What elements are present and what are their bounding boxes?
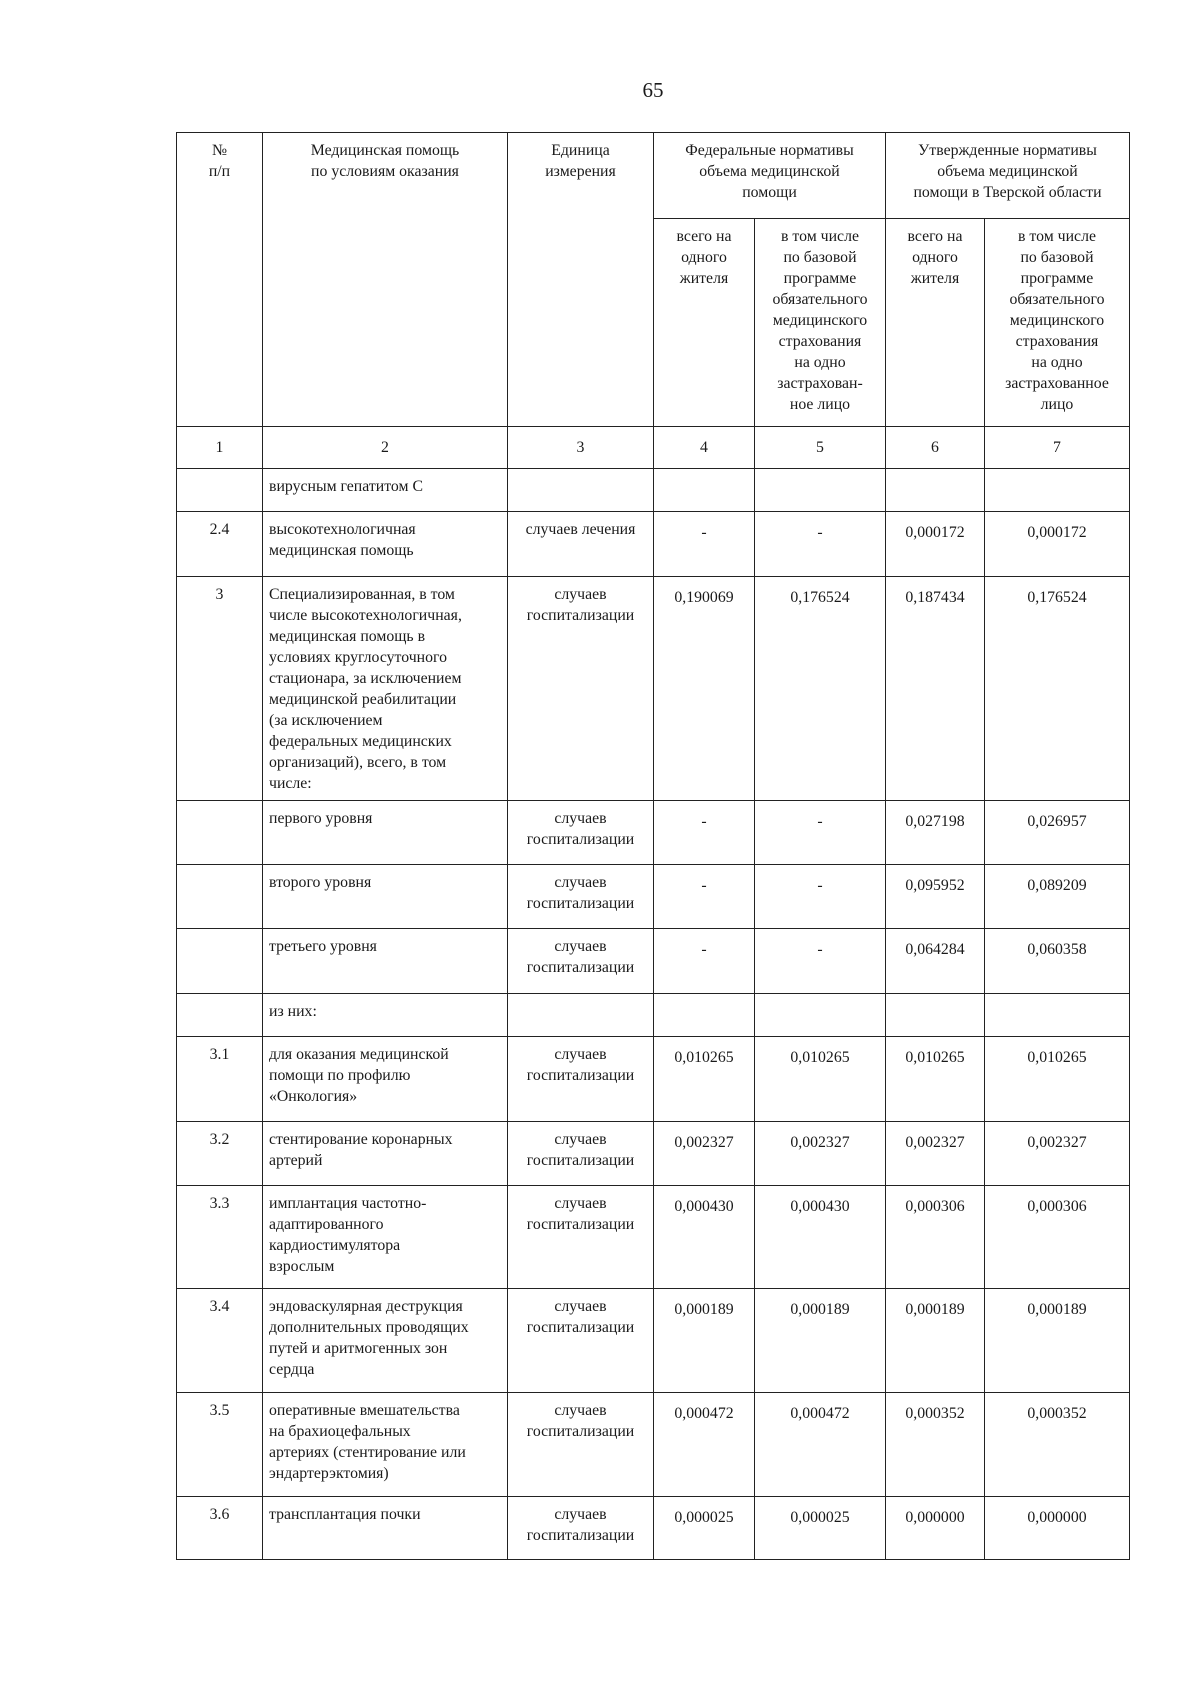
row-number: 3.2 xyxy=(177,1121,263,1185)
header-approved-total: всего на одного жителя xyxy=(886,219,985,427)
header-approved-oms: в том числе по базовой программе обязательного медицинского страхования на одно застрахованное лицо xyxy=(985,219,1130,427)
row-federal-oms: - xyxy=(755,512,886,576)
row-federal-oms: 0,000025 xyxy=(755,1496,886,1559)
row-approved-total: 0,187434 xyxy=(886,576,985,800)
column-number: 5 xyxy=(755,427,886,469)
row-approved-oms: 0,002327 xyxy=(985,1121,1130,1185)
row-number: 3 xyxy=(177,576,263,800)
header-federal-oms: в том числе по базовой программе обязательного медицинского страхования на одно застрахован- ное лицо xyxy=(755,219,886,427)
row-federal-total: 0,190069 xyxy=(654,576,755,800)
row-approved-oms: 0,010265 xyxy=(985,1037,1130,1121)
row-care-type: вирусным гепатитом С xyxy=(263,469,508,512)
row-federal-total: - xyxy=(654,800,755,864)
header-care: Медицинская помощь по условиям оказания xyxy=(263,133,508,427)
row-number: 3.3 xyxy=(177,1185,263,1289)
header-unit: Единица измерения xyxy=(508,133,654,427)
row-care-type: имплантация частотно- адаптированного кардиостимулятора взрослым xyxy=(263,1185,508,1289)
row-federal-oms: - xyxy=(755,800,886,864)
row-care-type: третьего уровня xyxy=(263,929,508,993)
table-row xyxy=(177,1185,1130,1289)
row-federal-total: - xyxy=(654,512,755,576)
table-row xyxy=(177,1289,1130,1393)
row-approved-total xyxy=(886,993,985,1036)
table-row xyxy=(177,512,1130,576)
row-unit: случаев госпитализации xyxy=(508,1037,654,1121)
row-federal-oms: 0,000189 xyxy=(755,1289,886,1393)
row-approved-total: 0,010265 xyxy=(886,1037,985,1121)
row-care-type: эндоваскулярная деструкция дополнительных проводящих путей и аритмогенных зон сердца xyxy=(263,1289,508,1393)
row-care-type: второго уровня xyxy=(263,865,508,929)
row-federal-total: 0,010265 xyxy=(654,1037,755,1121)
column-number-row xyxy=(177,427,1130,469)
table-row xyxy=(177,865,1130,929)
row-federal-oms: - xyxy=(755,929,886,993)
header-federal-total: всего на одного жителя xyxy=(654,219,755,427)
row-approved-total: 0,000189 xyxy=(886,1289,985,1393)
row-care-type: оперативные вмешательства на брахиоцефальных артериях (стентирование или эндартерэктомия) xyxy=(263,1392,508,1496)
row-unit: случаев госпитализации xyxy=(508,1392,654,1496)
row-federal-oms: - xyxy=(755,865,886,929)
row-federal-oms: 0,010265 xyxy=(755,1037,886,1121)
table-row xyxy=(177,993,1130,1036)
row-federal-total: - xyxy=(654,929,755,993)
row-approved-oms xyxy=(985,469,1130,512)
row-unit: случаев госпитализации xyxy=(508,1121,654,1185)
row-care-type: для оказания медицинской помощи по профилю «Онкология» xyxy=(263,1037,508,1121)
row-number: 3.6 xyxy=(177,1496,263,1559)
header-federal: Федеральные нормативы объема медицинской помощи xyxy=(654,133,886,219)
row-approved-total: 0,064284 xyxy=(886,929,985,993)
row-federal-oms: 0,176524 xyxy=(755,576,886,800)
row-care-type: трансплантация почки xyxy=(263,1496,508,1559)
table-row xyxy=(177,1496,1130,1559)
row-unit: случаев лечения xyxy=(508,512,654,576)
table-row xyxy=(177,1392,1130,1496)
column-number: 7 xyxy=(985,427,1130,469)
row-federal-total xyxy=(654,993,755,1036)
header-num: № п/п xyxy=(177,133,263,427)
row-federal-oms xyxy=(755,993,886,1036)
table-row xyxy=(177,576,1130,800)
row-care-type: Специализированная, в том числе высокотехнологичная, медицинская помощь в условиях круглосуточного стационара, за исключением медицинской реабилитации (за исключением федеральных медицинских организаций), всего, в том числе: xyxy=(263,576,508,800)
row-approved-total: 0,000352 xyxy=(886,1392,985,1496)
column-number: 1 xyxy=(177,427,263,469)
row-care-type: стентирование коронарных артерий xyxy=(263,1121,508,1185)
row-number: 3.1 xyxy=(177,1037,263,1121)
row-approved-total: 0,000306 xyxy=(886,1185,985,1289)
row-federal-oms: 0,000430 xyxy=(755,1185,886,1289)
row-approved-oms: 0,060358 xyxy=(985,929,1130,993)
row-approved-total xyxy=(886,469,985,512)
row-number: 3.4 xyxy=(177,1289,263,1393)
row-federal-oms: 0,000472 xyxy=(755,1392,886,1496)
column-number: 6 xyxy=(886,427,985,469)
row-federal-oms: 0,002327 xyxy=(755,1121,886,1185)
row-federal-total: 0,000025 xyxy=(654,1496,755,1559)
row-number xyxy=(177,800,263,864)
row-federal-total: - xyxy=(654,865,755,929)
table-row xyxy=(177,469,1130,512)
row-approved-oms: 0,000352 xyxy=(985,1392,1130,1496)
row-federal-total: 0,000472 xyxy=(654,1392,755,1496)
column-number: 2 xyxy=(263,427,508,469)
row-federal-total xyxy=(654,469,755,512)
row-care-type: первого уровня xyxy=(263,800,508,864)
row-approved-oms xyxy=(985,993,1130,1036)
row-approved-total: 0,000000 xyxy=(886,1496,985,1559)
row-approved-oms: 0,089209 xyxy=(985,865,1130,929)
row-approved-total: 0,095952 xyxy=(886,865,985,929)
row-unit: случаев госпитализации xyxy=(508,1496,654,1559)
row-approved-total: 0,002327 xyxy=(886,1121,985,1185)
header-approved: Утвержденные нормативы объема медицинской помощи в Тверской области xyxy=(886,133,1130,219)
table-row xyxy=(177,800,1130,864)
row-number xyxy=(177,993,263,1036)
row-federal-total: 0,000430 xyxy=(654,1185,755,1289)
row-unit: случаев госпитализации xyxy=(508,929,654,993)
row-number: 3.5 xyxy=(177,1392,263,1496)
row-approved-oms: 0,000000 xyxy=(985,1496,1130,1559)
row-approved-oms: 0,000306 xyxy=(985,1185,1130,1289)
row-care-type: высокотехнологичная медицинская помощь xyxy=(263,512,508,576)
row-number xyxy=(177,469,263,512)
row-unit xyxy=(508,993,654,1036)
row-number xyxy=(177,929,263,993)
table-body xyxy=(177,469,1130,1560)
row-approved-oms: 0,026957 xyxy=(985,800,1130,864)
row-unit: случаев госпитализации xyxy=(508,1289,654,1393)
row-unit: случаев госпитализации xyxy=(508,1185,654,1289)
row-unit: случаев госпитализации xyxy=(508,800,654,864)
row-number xyxy=(177,865,263,929)
norms-table xyxy=(176,132,1130,1560)
row-approved-total: 0,027198 xyxy=(886,800,985,864)
row-approved-oms: 0,000172 xyxy=(985,512,1130,576)
table-row xyxy=(177,1037,1130,1121)
table-row xyxy=(177,929,1130,993)
row-approved-oms: 0,176524 xyxy=(985,576,1130,800)
row-care-type: из них: xyxy=(263,993,508,1036)
table-header xyxy=(177,133,1130,469)
row-unit xyxy=(508,469,654,512)
row-number: 2.4 xyxy=(177,512,263,576)
column-number: 4 xyxy=(654,427,755,469)
row-approved-oms: 0,000189 xyxy=(985,1289,1130,1393)
table-row xyxy=(177,1121,1130,1185)
row-unit: случаев госпитализации xyxy=(508,865,654,929)
row-federal-oms xyxy=(755,469,886,512)
row-federal-total: 0,002327 xyxy=(654,1121,755,1185)
row-federal-total: 0,000189 xyxy=(654,1289,755,1393)
column-number: 3 xyxy=(508,427,654,469)
page-number: 65 xyxy=(642,78,664,102)
row-approved-total: 0,000172 xyxy=(886,512,985,576)
row-unit: случаев госпитализации xyxy=(508,576,654,800)
